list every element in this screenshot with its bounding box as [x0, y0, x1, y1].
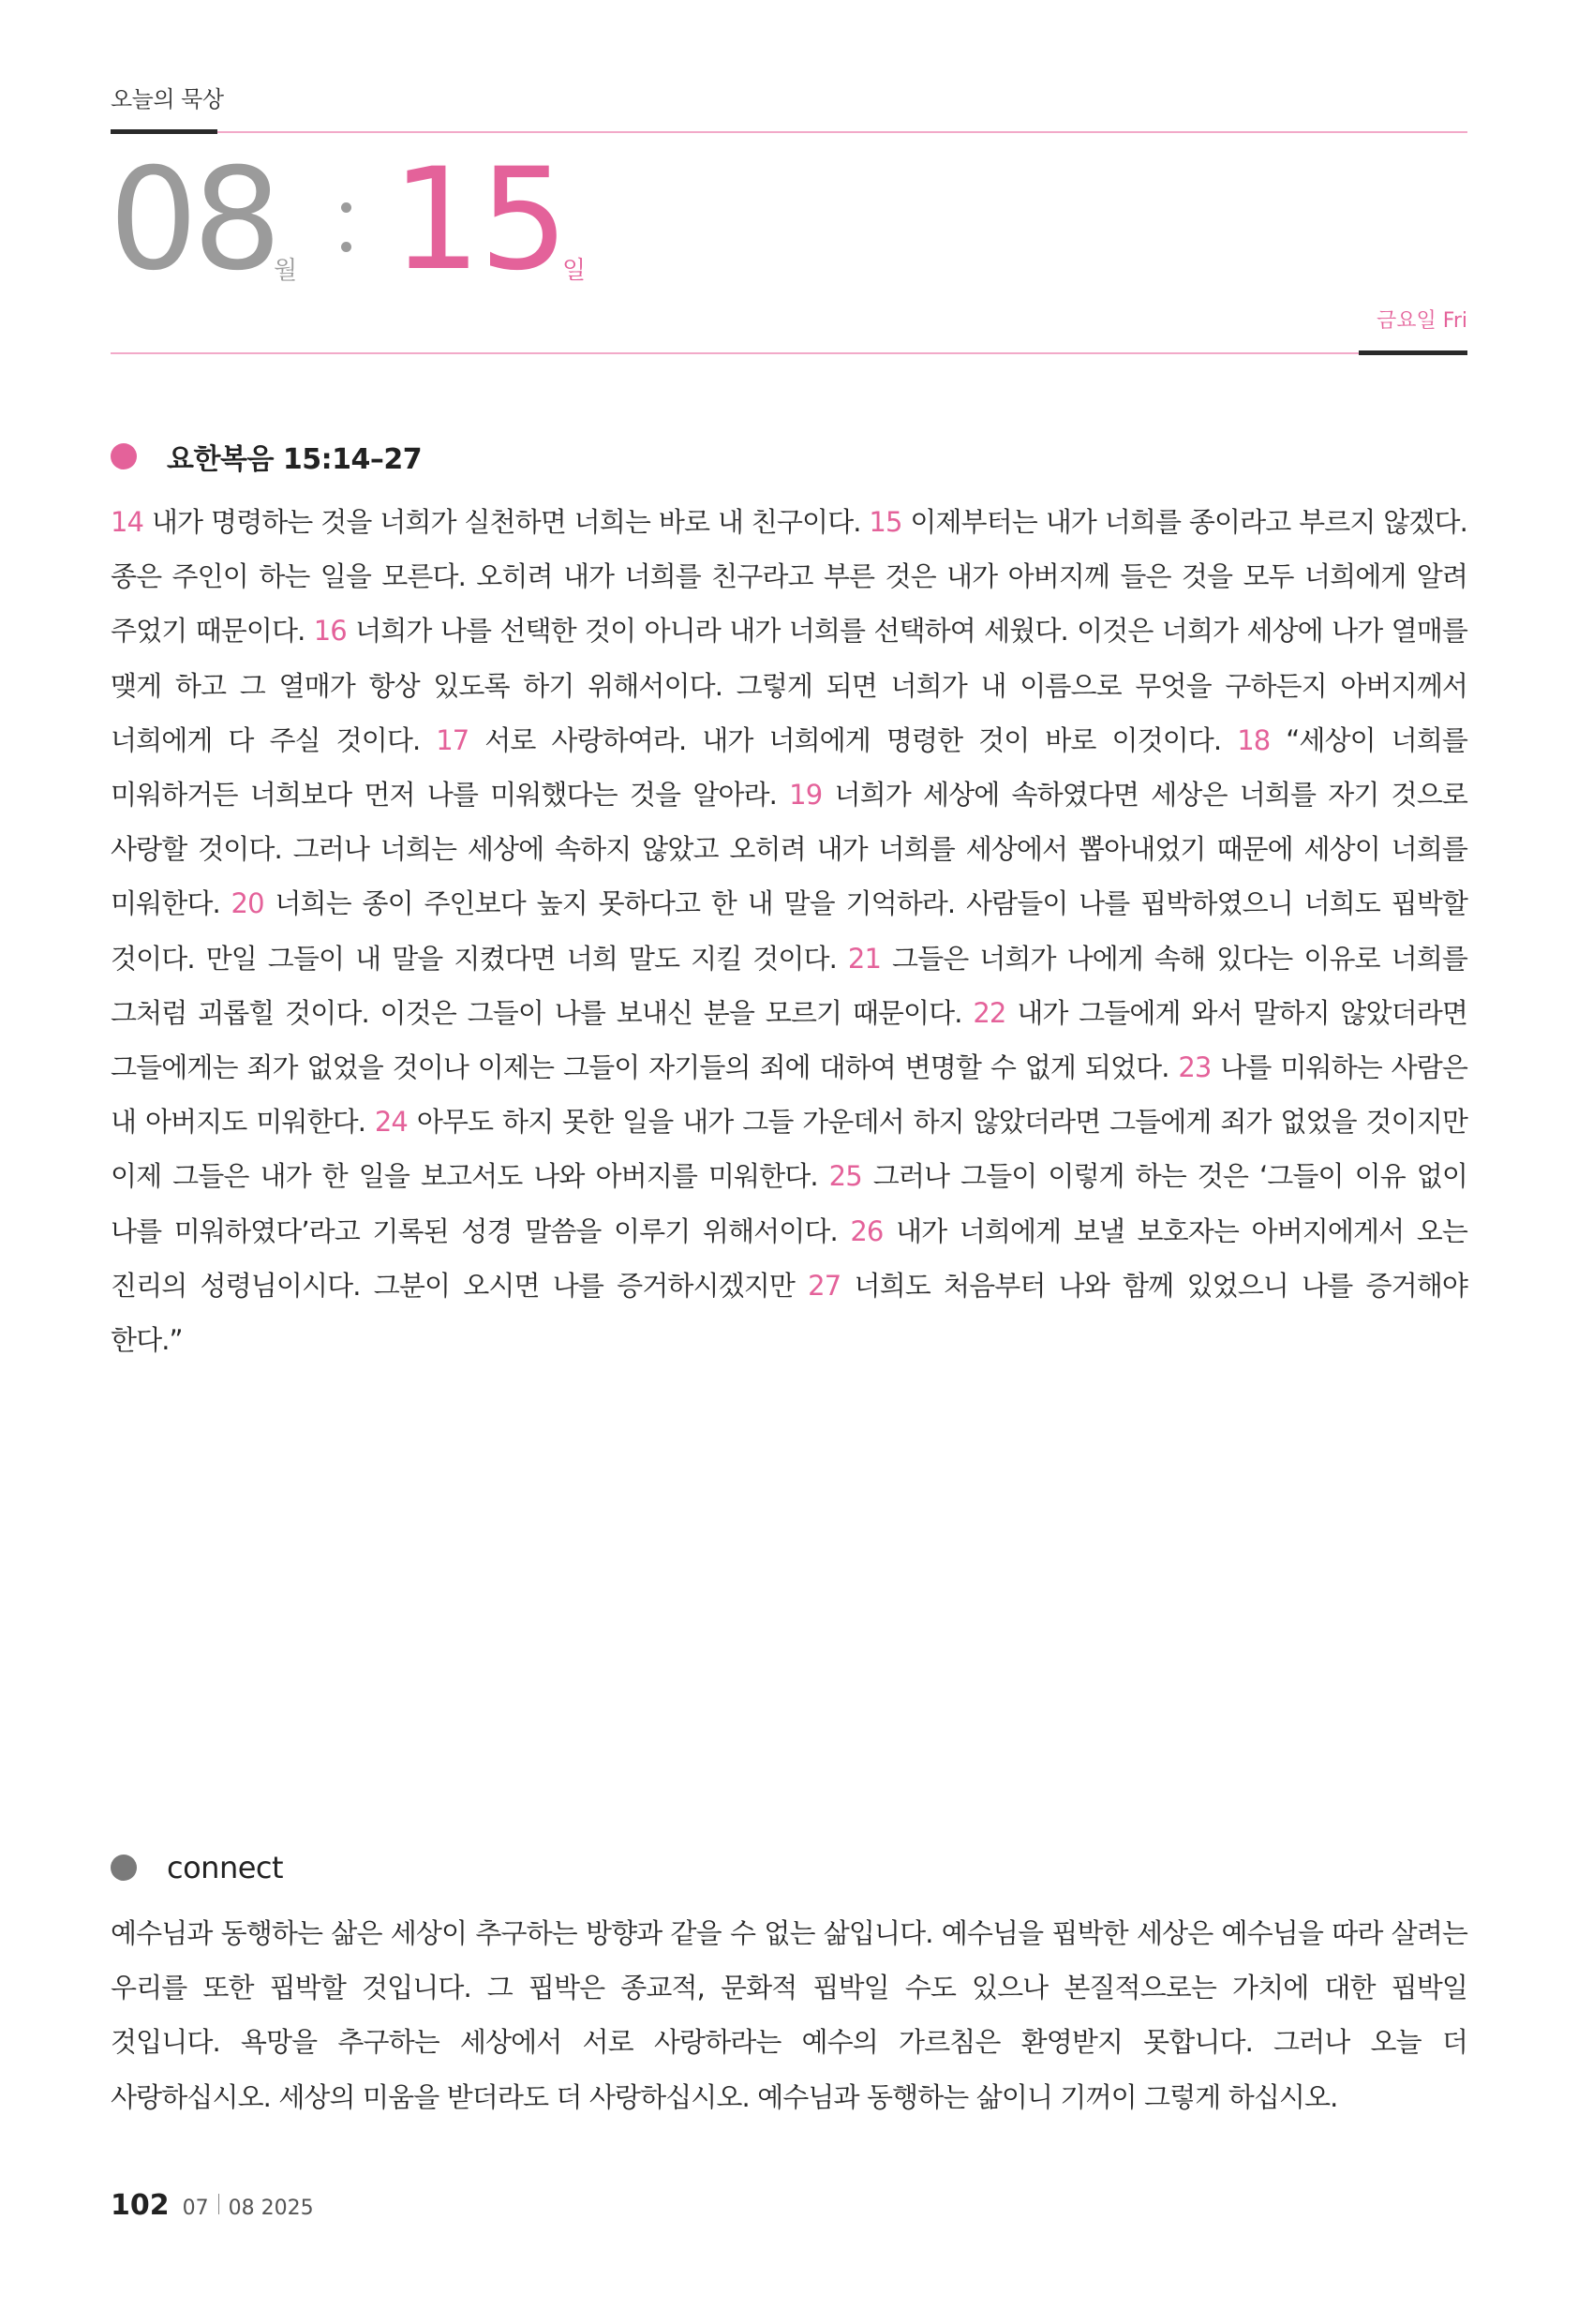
verse-text: 너희도 처음부터 나와 함께 있었으니 나를 증거해야 한다.” — [111, 1269, 1467, 1357]
verse-number: 25 — [828, 1160, 862, 1193]
month-unit: 월 — [274, 257, 298, 285]
page-footer — [111, 2189, 314, 2222]
verse-number: 17 — [436, 723, 469, 756]
issue-months: 07 — [182, 2197, 209, 2220]
gray-bullet-icon — [111, 1855, 137, 1881]
verse-text: 너희가 세상에 속하였다면 세상은 너희를 자기 것으로 사랑할 것이다. 그러나 너희는 세상에 속하지 않았고 오히려 내가 너희를 세상에서 뽑아내었기 때문에 세상이 너희를 미워한다. — [111, 779, 1468, 920]
verse-number: 26 — [850, 1214, 884, 1247]
connect-title: connect — [167, 1850, 284, 1885]
issue-year: 08 2025 — [228, 2197, 314, 2220]
day-unit: 일 — [562, 257, 587, 285]
section-label: 오늘의 묵상 — [111, 86, 224, 112]
verse-text: 내가 명령하는 것을 너희가 실천하면 너희는 바로 내 친구이다. — [151, 506, 861, 538]
verse-number: 20 — [231, 887, 264, 920]
verse-number: 15 — [869, 506, 902, 538]
colon-top-dot — [341, 202, 351, 213]
header-divider — [111, 352, 1467, 354]
scripture-heading — [111, 436, 422, 477]
verse-text: 서로 사랑하여라. 내가 너희에게 명령한 것이 바로 이것이다. — [484, 723, 1222, 756]
pink-bullet-icon — [111, 443, 137, 469]
scripture-reference: 요한복음 15:14–27 — [167, 443, 423, 476]
verse-number: 23 — [1178, 1051, 1212, 1084]
connect-body: 예수님과 동행하는 삶은 세상이 추구하는 방향과 같을 수 없는 삶입니다. 예수님을 핍박한 세상은 예수님을 따라 살려는 우리를 또한 핍박할 것입니다. 그 핍박은 종교적, 문화적 핍박일 수도 있으나 본질적으로는 가치에 대한 핍박일 것입니다. 욕망을 추구하는 세상에서 서로 사랑하라는 예수의 가르침은 환영받지 못합니다. 그러나 오늘 더 사랑하십시오. 세상의 미움을 받더라도 더 사랑하십시오. 예수님과 동행하는 삶이니 기꺼이 그렇게 하십시오. — [111, 1917, 1467, 2113]
colon-bottom-dot — [341, 242, 351, 252]
weekday-label: 금요일 Fri — [1377, 309, 1467, 333]
verse-text: 너희가 나를 선택한 것이 아니라 내가 너희를 선택하여 세웠다. 이것은 너희가 세상에 나가 열매를 맺게 하고 그 열매가 항상 있도록 하기 위해서이다. 그렇게 되면 너희가 내 이름으로 무엇을 구하든지 아버지께서 너희에게 다 주실 것이다. — [111, 615, 1467, 756]
verse-text: 내가 너희에게 보낼 보호자는 아버지에게서 오는 진리의 성령님이시다. 그분이 오시면 나를 증거하시겠지만 — [111, 1214, 1467, 1302]
verse-number: 27 — [808, 1269, 841, 1302]
verse-text: 아무도 하지 못한 일을 내가 그들 가운데서 하지 않았더라면 그들에게 죄가 없었을 것이지만 이제 그들은 내가 한 일을 보고서도 나와 아버지를 미워한다. — [111, 1106, 1468, 1193]
verse-number: 24 — [374, 1106, 408, 1139]
header-divider-accent — [1359, 350, 1467, 355]
verse-number: 18 — [1237, 723, 1271, 756]
verse-text: 그들은 너희가 나에게 속해 있다는 이유로 너희를 그처럼 괴롭힐 것이다. 이것은 그들이 나를 보내신 분을 모르기 때문이다. — [111, 942, 1467, 1029]
verse-text: 그러나 그들이 이렇게 하는 것은 ‘그들이 이유 없이 나를 미워하였다’라고 기록된 성경 말씀을 이루기 위해서이다. — [111, 1160, 1468, 1247]
top-divider — [111, 131, 1467, 133]
verse-number: 14 — [111, 506, 144, 538]
verse-text: 너희는 종이 주인보다 높지 못하다고 한 내 말을 기억하라. 사람들이 나를 핍박하였으니 너희도 핍박할 것이다. 만일 그들이 내 말을 지켰다면 너희 말도 지킬 것이다. — [111, 887, 1467, 975]
day-number: 15 — [392, 139, 567, 302]
scripture-passage — [111, 495, 1467, 1367]
verse-number: 21 — [847, 942, 882, 975]
verse-number: 16 — [313, 615, 347, 648]
connect-heading — [111, 1850, 283, 1885]
page-number: 102 — [111, 2189, 170, 2222]
issue-separator — [218, 2194, 219, 2214]
verse-number: 19 — [789, 779, 823, 812]
verse-number: 22 — [973, 996, 1006, 1029]
verse-text: 나를 미워하는 사람은 내 아버지도 미워한다. — [111, 1051, 1468, 1139]
month-number: 08 — [109, 139, 276, 302]
top-divider-accent — [111, 129, 217, 134]
verse-text: “세상이 너희를 미워하거든 너희보다 먼저 나를 미워했다는 것을 알아라. — [111, 723, 1468, 812]
verse-text: 이제부터는 내가 너희를 종이라고 부르지 않겠다. 종은 주인이 하는 일을 모른다. 오히려 내가 너희를 친구라고 부른 것은 내가 아버지께 들은 것을 모두 너희에게 알려 주었기 때문이다. — [111, 506, 1467, 648]
verse-text: 내가 그들에게 와서 말하지 않았더라면 그들에게는 죄가 없었을 것이나 이제는 그들이 자기들의 죄에 대하여 변명할 수 없게 되었다. — [111, 996, 1467, 1084]
